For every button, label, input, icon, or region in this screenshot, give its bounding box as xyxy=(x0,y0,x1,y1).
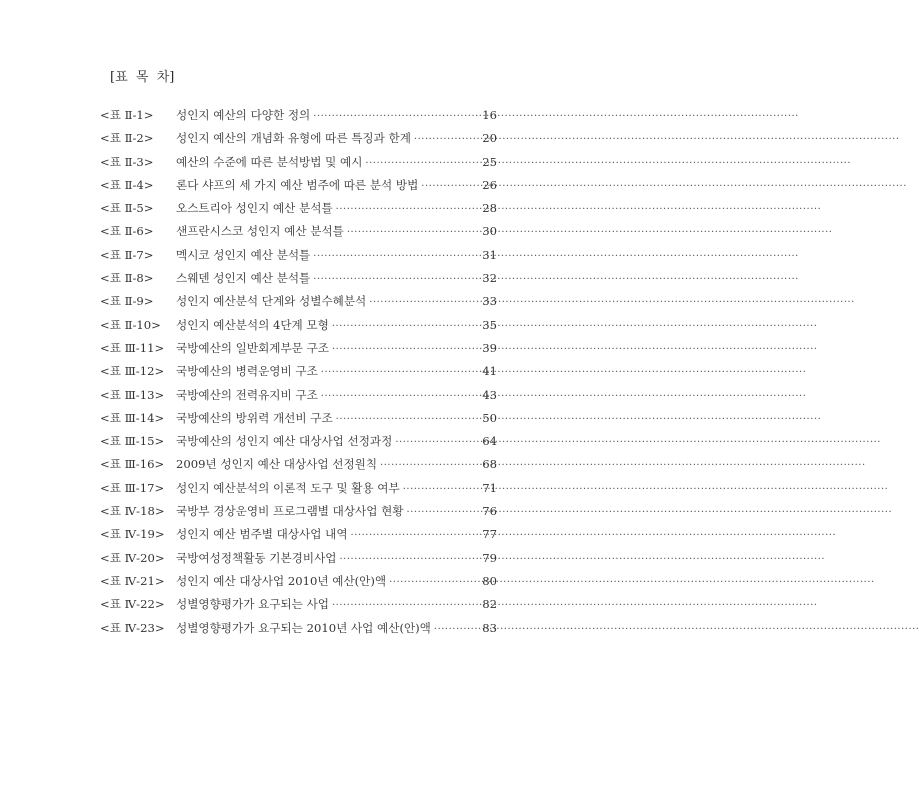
toc-entry xyxy=(100,410,497,433)
toc-entry xyxy=(100,200,497,223)
toc-entry xyxy=(100,456,497,479)
toc-entry xyxy=(100,317,497,340)
toc-entry-page: 41 xyxy=(482,364,497,379)
toc-entry-label: <표 Ⅳ-21> xyxy=(100,573,165,588)
toc-entry-title: 성인지 예산의 개념화 유형에 따른 특징과 한계 xyxy=(176,131,411,146)
toc-entry-page: 50 xyxy=(482,410,497,425)
toc-entry-label: <표 Ⅳ-18> xyxy=(100,504,165,519)
toc-entry-label: <표 Ⅱ-8> xyxy=(100,271,154,286)
dot-leader xyxy=(347,227,479,238)
toc-entry xyxy=(100,130,497,153)
toc-entry xyxy=(100,387,497,410)
toc-entry xyxy=(100,503,497,526)
toc-entry-label: <표 Ⅲ-12> xyxy=(100,364,165,379)
toc-entry-page: 16 xyxy=(482,108,497,122)
toc-entry-title: 성인지 예산분석의 이론적 도구 및 활용 여부 xyxy=(176,480,400,495)
toc-entry-page: 76 xyxy=(482,504,497,519)
toc-entry-label: <표 Ⅳ-19> xyxy=(100,527,165,542)
toc-entry-title: 국방여성정책활동 기본경비사업 xyxy=(176,550,337,565)
dot-leader xyxy=(414,134,479,145)
toc-entry xyxy=(100,596,497,619)
toc-entry-title: 국방예산의 방위력 개선비 구조 xyxy=(176,410,333,425)
toc-entry-page: 35 xyxy=(482,317,497,332)
dot-leader xyxy=(336,204,480,215)
dot-leader xyxy=(332,344,479,355)
dot-leader xyxy=(365,158,479,169)
toc-entry-page: 43 xyxy=(482,387,497,402)
dot-leader xyxy=(332,321,479,332)
toc-entry-label: <표 Ⅱ-7> xyxy=(100,247,154,262)
toc-entry-page: 32 xyxy=(482,271,497,286)
dot-leader xyxy=(434,624,479,635)
toc-entry-page: 79 xyxy=(482,550,497,565)
dot-leader xyxy=(313,274,479,285)
toc-entry-title: 국방예산의 성인지 예산 대상사업 선정과정 xyxy=(176,434,393,449)
toc-entry-page: 26 xyxy=(482,177,497,192)
dot-leader xyxy=(321,367,479,378)
toc-entry xyxy=(100,573,497,596)
toc-entry xyxy=(100,550,497,573)
toc-entry-label: <표 Ⅳ-20> xyxy=(100,550,165,565)
toc-entry-label: <표 Ⅱ-9> xyxy=(100,294,154,309)
toc-entry-page: 68 xyxy=(482,457,497,472)
toc-entry-title: 스웨덴 성인지 예산 분석틀 xyxy=(176,271,311,286)
toc-entry xyxy=(100,526,497,549)
toc-entry-page: 20 xyxy=(482,131,497,146)
toc-entry-label: <표 Ⅱ-1> xyxy=(100,108,154,122)
toc-entry xyxy=(100,223,497,246)
toc-entry-page: 28 xyxy=(482,201,497,216)
toc-entry xyxy=(100,620,497,643)
toc-entry-title: 멕시코 성인지 예산 분석틀 xyxy=(176,247,311,262)
dot-leader xyxy=(395,437,479,448)
toc-entry-label: <표 Ⅳ-23> xyxy=(100,620,165,635)
dot-leader xyxy=(389,577,479,588)
toc-entry-title: 국방예산의 병력운영비 구조 xyxy=(176,364,318,379)
toc-entry-title: 샌프란시스코 성인지 예산 분석틀 xyxy=(176,224,344,239)
toc-entry-label: <표 Ⅲ-13> xyxy=(100,387,165,402)
toc-entry xyxy=(100,270,497,293)
dot-leader xyxy=(369,297,479,308)
toc-entry-label: <표 Ⅱ-3> xyxy=(100,154,154,169)
toc-entry xyxy=(100,480,497,503)
toc-entry-title: 국방예산의 전력유지비 구조 xyxy=(176,387,318,402)
toc-entry-title: 예산의 수준에 따른 분석방법 및 예시 xyxy=(176,154,363,169)
toc-entry-label: <표 Ⅲ-11> xyxy=(100,340,165,355)
toc-entry-label: <표 Ⅳ-22> xyxy=(100,597,165,612)
toc-entry-label: <표 Ⅱ-6> xyxy=(100,224,154,239)
toc-entry-title: 성인지 예산분석의 4단계 모형 xyxy=(176,317,329,332)
dot-leader xyxy=(421,181,479,192)
table-of-contents xyxy=(100,107,497,643)
toc-entry-page: 30 xyxy=(482,224,497,239)
toc-entry-title: 성인지 예산분석 단계와 성별수혜분석 xyxy=(176,294,367,309)
toc-entry-label: <표 Ⅲ-16> xyxy=(100,457,165,472)
dot-leader xyxy=(321,391,479,402)
toc-entry-title: 국방예산의 일반회계부문 구조 xyxy=(176,340,329,355)
toc-entry xyxy=(100,363,497,386)
toc-entry-label: <표 Ⅲ-17> xyxy=(100,480,165,495)
toc-entry-page: 64 xyxy=(482,434,497,449)
toc-entry-page: 82 xyxy=(482,597,497,612)
toc-entry-page: 31 xyxy=(482,247,497,262)
toc-entry-page: 71 xyxy=(482,480,497,495)
toc-entry-title: 성인지 예산 범주별 대상사업 내역 xyxy=(176,527,348,542)
toc-entry-title: 성별영향평가가 요구되는 2010년 사업 예산(안)액 xyxy=(176,620,431,635)
toc-entry xyxy=(100,247,497,270)
toc-entry-title: 2009년 성인지 예산 대상사업 선정원칙 xyxy=(176,457,378,472)
dot-leader xyxy=(332,600,479,611)
toc-entry-title: 성별영향평가가 요구되는 사업 xyxy=(176,597,329,612)
toc-heading: [표 목 차] xyxy=(110,70,175,85)
dot-leader xyxy=(380,460,479,471)
toc-entry xyxy=(100,177,497,200)
dot-leader xyxy=(403,484,480,495)
toc-entry-page: 80 xyxy=(482,573,497,588)
toc-entry-page: 25 xyxy=(482,154,497,169)
toc-entry xyxy=(100,340,497,363)
toc-entry-page: 77 xyxy=(482,527,497,542)
toc-entry xyxy=(100,293,497,316)
toc-entry-label: <표 Ⅱ-2> xyxy=(100,131,154,146)
dot-leader xyxy=(339,554,479,565)
toc-entry-title: 론다 샤프의 세 가지 예산 범주에 따른 분석 방법 xyxy=(176,177,419,192)
toc-entry-page: 39 xyxy=(482,340,497,355)
toc-entry-page: 33 xyxy=(482,294,497,309)
dot-leader xyxy=(313,111,479,122)
toc-entry-title: 국방부 경상운영비 프로그램별 대상사업 현황 xyxy=(176,504,404,519)
dot-leader xyxy=(351,530,480,541)
toc-entry-title: 성인지 예산의 다양한 정의 xyxy=(176,108,311,122)
dot-leader xyxy=(336,414,480,425)
toc-entry xyxy=(100,107,497,130)
toc-entry-title: 오스트리아 성인지 예산 분석틀 xyxy=(176,201,333,216)
toc-entry xyxy=(100,433,497,456)
toc-entry-page: 83 xyxy=(482,620,497,635)
toc-entry-label: <표 Ⅱ-10> xyxy=(100,317,161,332)
dot-leader xyxy=(407,507,480,518)
toc-entry-label: <표 Ⅱ-4> xyxy=(100,177,154,192)
toc-entry-label: <표 Ⅱ-5> xyxy=(100,201,154,216)
toc-entry-label: <표 Ⅲ-15> xyxy=(100,434,165,449)
toc-entry-label: <표 Ⅲ-14> xyxy=(100,410,165,425)
dot-leader xyxy=(313,251,479,262)
toc-entry xyxy=(100,154,497,177)
toc-entry-title: 성인지 예산 대상사업 2010년 예산(안)액 xyxy=(176,573,387,588)
